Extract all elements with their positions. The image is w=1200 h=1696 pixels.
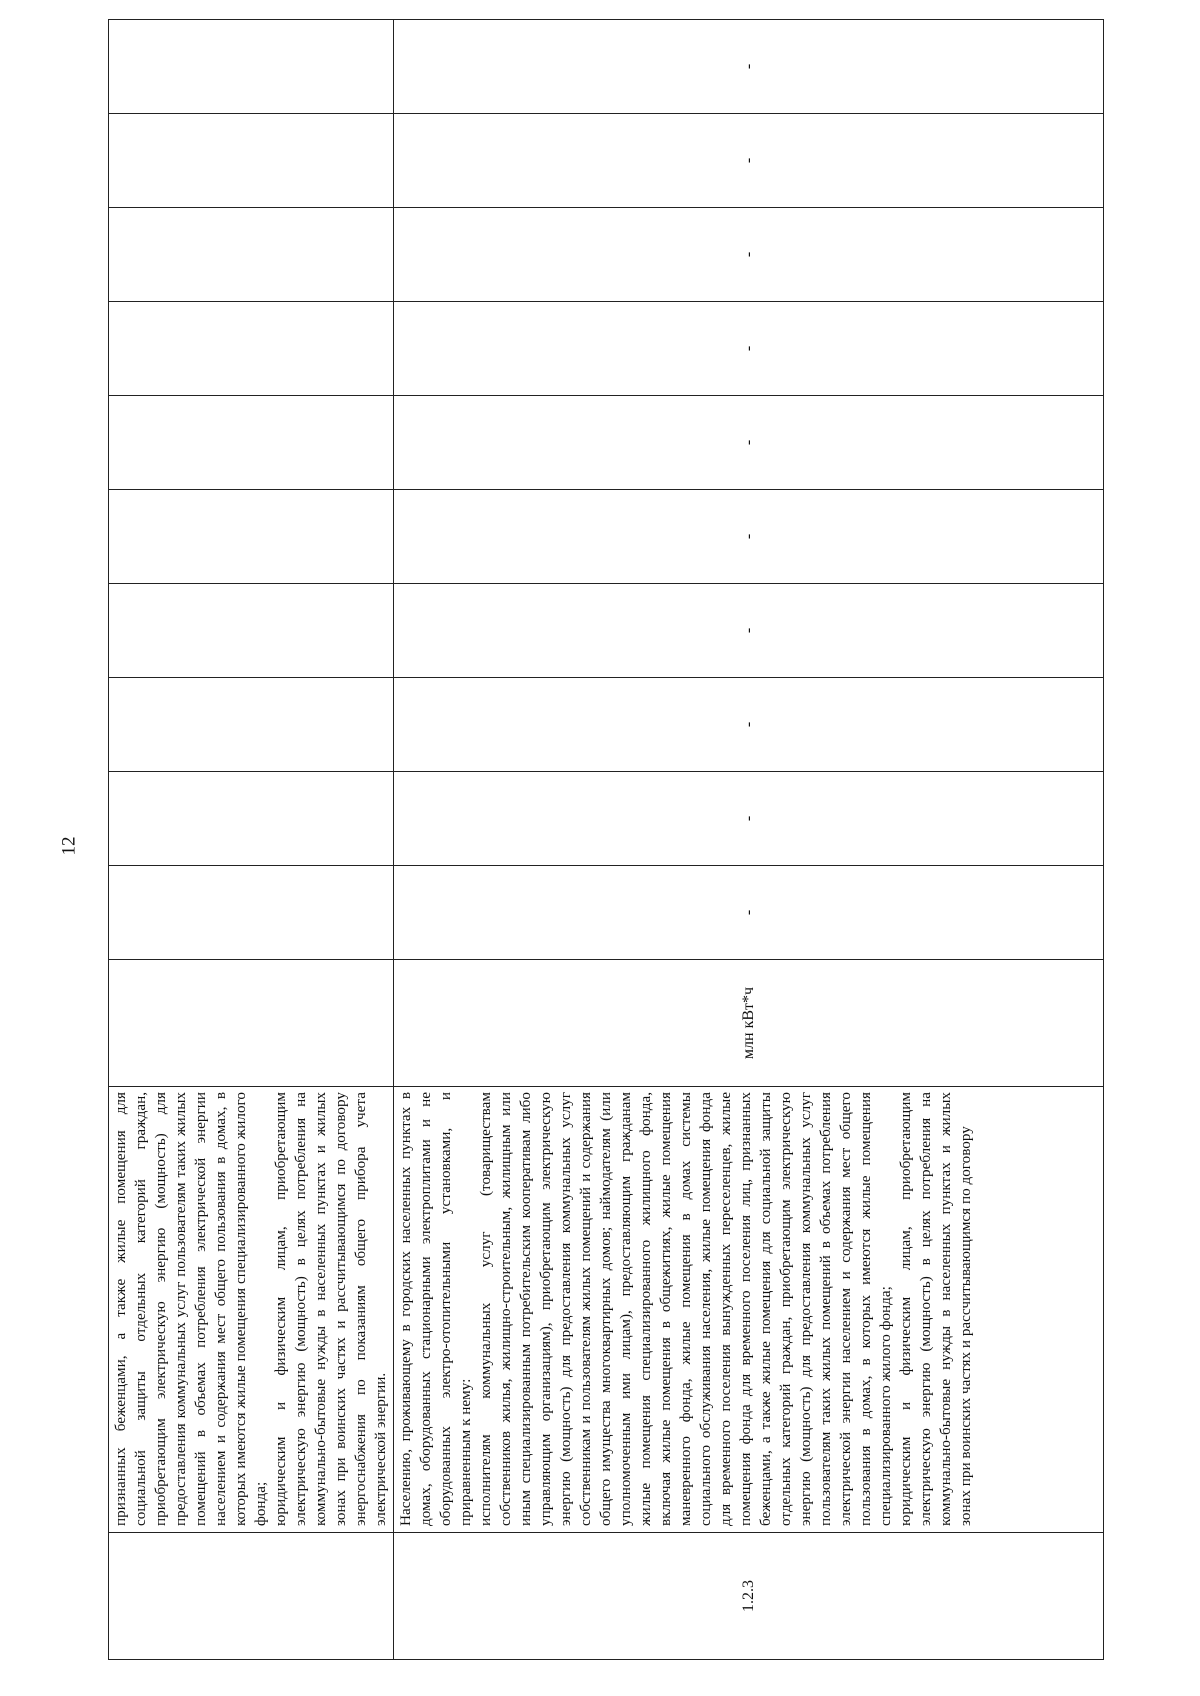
value-cell xyxy=(394,396,1104,490)
value xyxy=(109,20,393,113)
row-number xyxy=(109,1533,393,1659)
value-cell xyxy=(394,208,1104,302)
value-cell xyxy=(394,114,1104,208)
value-cell xyxy=(109,772,394,866)
table-row xyxy=(394,20,1104,1660)
value-cell xyxy=(109,490,394,584)
description-paragraph: юридическим и физическим лицам, приобретающим электрическую энергию (мощность) в целях потребления на коммунально-бытовые нужды в населенных пунктах и жилых зонах при воинских частях и рассчитывающимся по договору xyxy=(897,1092,974,1526)
value-cell xyxy=(394,490,1104,584)
value-cell xyxy=(394,678,1104,772)
page-number: 12 xyxy=(58,836,80,856)
value-cell xyxy=(109,208,394,302)
value: - xyxy=(739,157,757,164)
unit-cell xyxy=(394,960,1104,1087)
value: - xyxy=(739,627,757,634)
value-cell xyxy=(394,866,1104,960)
unit-label: млн кВт*ч xyxy=(740,986,757,1060)
value xyxy=(109,490,393,583)
value xyxy=(109,772,393,865)
value: - xyxy=(739,345,757,352)
value-cell xyxy=(109,20,394,114)
unit-label xyxy=(109,960,393,1086)
table-row xyxy=(109,20,394,1660)
value xyxy=(109,302,393,395)
value xyxy=(109,208,393,301)
value-cell xyxy=(109,302,394,396)
row-number-cell xyxy=(109,1533,394,1660)
value: - xyxy=(739,251,757,258)
value-cell xyxy=(394,302,1104,396)
unit-cell xyxy=(109,960,394,1087)
value-cell xyxy=(109,584,394,678)
description-paragraph: Населению, проживающему в городских населенных пунктах в домах, оборудованных стационарными электроплитами и не оборудованных электро-отопительными установками, и приравненным к нему: xyxy=(397,1092,474,1526)
value: - xyxy=(739,909,757,916)
value xyxy=(109,866,393,959)
value-cell xyxy=(394,584,1104,678)
value-cell xyxy=(109,396,394,490)
value xyxy=(109,114,393,207)
row-number: 1.2.3 xyxy=(739,1580,757,1612)
rotated-page-content xyxy=(108,30,1103,1660)
value: - xyxy=(739,721,757,728)
value xyxy=(109,396,393,489)
value xyxy=(109,678,393,771)
description-cell xyxy=(394,1087,1104,1533)
row-number-cell xyxy=(394,1533,1104,1660)
description-paragraph: исполнителям коммунальных услуг (товариществам собственников жилья, жилищно-строительным, жилищным или иным специализированным потребительским кооперативам либо управляющим организациям), приобретающим электрическую энергию (мощность) для предоставления коммунальных услуг собственникам и пользователям жилых помещений и содержания общего имущества многоквартирных домов; наймодателям (или уполномоченным ими лицам), предоставляющим гражданам жилые помещения специализированного жилищного фонда, включая жилые помещения в общежитиях, жилые помещения маневренного фонда, жилые помещения в домах системы социального обслуживания населения, жилые помещения фонда для временного поселения вынужденных переселенцев, жилые помещения фонда для временного поселения лиц, признанных беженцами, а также жилые помещения для социальной защиты отдельных категорий граждан, приобретающим электрическую энергию (мощность) для предоставления коммунальных услуг пользователям таких жилых помещений в объемах потребления электрической энергии населением и содержания мест общего пользования в домах, в которых имеются жилые помещения специализированного жилого фонда; xyxy=(477,1092,894,1526)
value-cell xyxy=(109,114,394,208)
tariff-table xyxy=(108,19,1104,1660)
value-cell xyxy=(109,866,394,960)
value xyxy=(109,584,393,677)
description-cell xyxy=(109,1087,394,1533)
value-cell xyxy=(394,20,1104,114)
value-cell xyxy=(394,772,1104,866)
value: - xyxy=(739,439,757,446)
value: - xyxy=(739,63,757,70)
value: - xyxy=(739,533,757,540)
value: - xyxy=(739,815,757,822)
description-paragraph: юридическим и физическим лицам, приобретающим электрическую энергию (мощность) в целях потребления на коммунально-бытовые нужды в населенных пунктах и жилых зонах при воинских частях и рассчитывающимся по договору энергоснабжения по показаниям общего прибора учета электрической энергии. xyxy=(272,1092,389,1526)
value-cell xyxy=(109,678,394,772)
description-paragraph: признанных беженцами, а также жилые помещения для социальной защиты отдельных категорий граждан, приобретающим электрическую энергию (мощность) для предоставления коммунальных услуг пользователям таких жилых помещений в объемах потребления электрической энергии населением и содержания мест общего пользования в домах, в которых имеются жилые помещения специализированного жилого фонда; xyxy=(112,1092,269,1526)
